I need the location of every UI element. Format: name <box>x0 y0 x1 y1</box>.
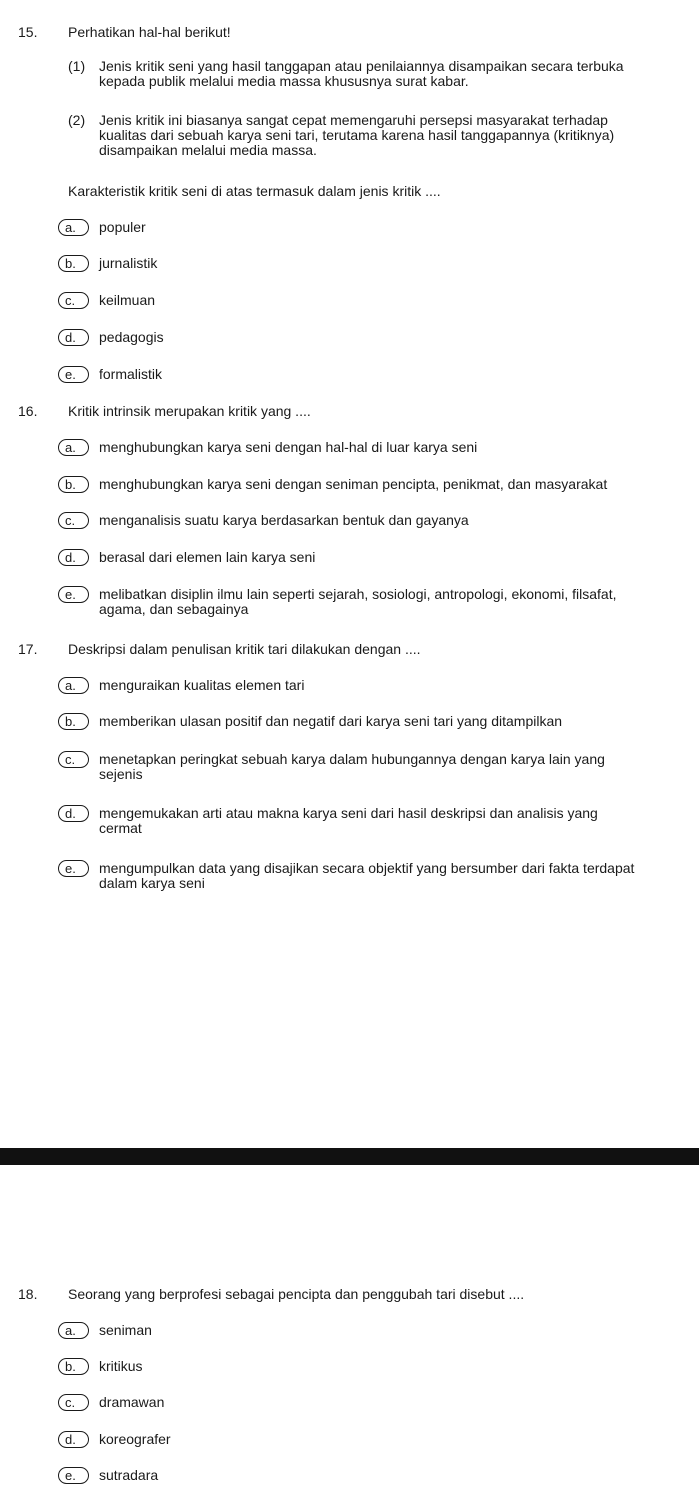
question-15-option-b-text[interactable]: jurnalistik <box>99 255 158 271</box>
question-15-option-c-badge[interactable]: c. <box>58 292 89 309</box>
question-18-option-d-text[interactable]: koreografer <box>99 1431 171 1447</box>
question-17-number: 17. <box>18 641 38 657</box>
question-18-option-c-text[interactable]: dramawan <box>99 1394 165 1410</box>
question-17-option-c-text-line-2[interactable]: sejenis <box>99 766 143 782</box>
question-15-item-2-line-3: disampaikan melalui media massa. <box>99 142 317 158</box>
question-17-option-d-text[interactable]: mengemukakan arti atau makna karya seni dari hasil deskripsi dan analisis yang <box>99 805 598 821</box>
question-17-option-d-badge[interactable]: d. <box>58 805 89 822</box>
question-17-option-c-badge[interactable]: c. <box>58 751 89 768</box>
question-18-number: 18. <box>18 1286 38 1302</box>
question-16-option-a-badge[interactable]: a. <box>58 439 89 456</box>
question-16-option-e-text[interactable]: melibatkan disiplin ilmu lain seperti sejarah, sosiologi, antropologi, ekonomi, filsafat, <box>99 586 617 602</box>
question-16-option-e-text-line-2[interactable]: agama, dan sebagainya <box>99 601 249 617</box>
question-18-option-b-badge[interactable]: b. <box>58 1358 89 1375</box>
question-18-option-a-text[interactable]: seniman <box>99 1322 152 1338</box>
question-15-number: 15. <box>18 24 38 40</box>
question-17-option-c-text[interactable]: menetapkan peringkat sebuah karya dalam hubungannya dengan karya lain yang <box>99 751 605 767</box>
question-16-option-e-badge[interactable]: e. <box>58 586 89 603</box>
question-17-option-d-text-line-2[interactable]: cermat <box>99 820 142 836</box>
question-16-option-c-badge[interactable]: c. <box>58 512 89 529</box>
question-17-option-a-badge[interactable]: a. <box>58 677 89 694</box>
question-15-item-2-line-1: Jenis kritik ini biasanya sangat cepat memengaruhi persepsi masyarakat terhadap <box>99 112 608 128</box>
question-17-option-b-text[interactable]: memberikan ulasan positif dan negatif dari karya seni tari yang ditampilkan <box>99 713 563 729</box>
question-17-option-e-text-line-2[interactable]: dalam karya seni <box>99 875 205 891</box>
question-15-item-1-label: (1) <box>68 58 86 74</box>
question-18-option-a-badge[interactable]: a. <box>58 1322 89 1339</box>
question-16-option-d-text[interactable]: berasal dari elemen lain karya seni <box>99 549 316 565</box>
question-15-item-2-line-2: kualitas dari sebuah karya seni tari, terutama karena hasil tanggapannya (kritiknya) <box>99 127 615 143</box>
question-17-prompt: Deskripsi dalam penulisan kritik tari dilakukan dengan .... <box>68 641 421 657</box>
question-16-option-d-badge[interactable]: d. <box>58 549 89 566</box>
question-15-item-1-line-1: Jenis kritik seni yang hasil tanggapan atau penilaiannya disampaikan secara terbuka <box>99 58 624 74</box>
question-15-option-a-text[interactable]: populer <box>99 219 146 235</box>
question-15-item-2-label: (2) <box>68 112 86 128</box>
question-16-option-b-text[interactable]: menghubungkan karya seni dengan seniman pencipta, penikmat, dan masyarakat <box>99 476 608 492</box>
question-15-option-d-text[interactable]: pedagogis <box>99 329 164 345</box>
question-15-option-b-badge[interactable]: b. <box>58 255 89 272</box>
question-15-option-e-text[interactable]: formalistik <box>99 366 163 382</box>
question-17-option-e-badge[interactable]: e. <box>58 860 89 877</box>
page-divider <box>0 1148 699 1165</box>
question-16-prompt: Kritik intrinsik merupakan kritik yang .... <box>68 403 311 419</box>
question-15-option-d-badge[interactable]: d. <box>58 329 89 346</box>
question-16-option-c-text[interactable]: menganalisis suatu karya berdasarkan bentuk dan gayanya <box>99 512 469 528</box>
question-15-prompt: Perhatikan hal-hal berikut! <box>68 24 231 40</box>
question-18-prompt: Seorang yang berprofesi sebagai pencipta dan penggubah tari disebut .... <box>68 1286 525 1302</box>
question-15-stem: Karakteristik kritik seni di atas termasuk dalam jenis kritik .... <box>68 183 441 199</box>
question-18-option-e-badge[interactable]: e. <box>58 1467 89 1484</box>
question-18-option-c-badge[interactable]: c. <box>58 1394 89 1411</box>
question-15-option-e-badge[interactable]: e. <box>58 366 89 383</box>
question-17-option-e-text[interactable]: mengumpulkan data yang disajikan secara objektif yang bersumber dari fakta terdapat <box>99 860 635 876</box>
question-15-item-1-line-2: kepada publik melalui media massa khususnya surat kabar. <box>99 73 469 89</box>
question-18-option-b-text[interactable]: kritikus <box>99 1358 143 1374</box>
question-17-option-b-badge[interactable]: b. <box>58 713 89 730</box>
question-15-option-a-badge[interactable]: a. <box>58 219 89 236</box>
question-18-option-e-text[interactable]: sutradara <box>99 1467 159 1483</box>
question-17-option-a-text[interactable]: menguraikan kualitas elemen tari <box>99 677 305 693</box>
question-16-option-b-badge[interactable]: b. <box>58 476 89 493</box>
question-15-option-c-text[interactable]: keilmuan <box>99 292 156 308</box>
question-16-number: 16. <box>18 403 38 419</box>
question-18-option-d-badge[interactable]: d. <box>58 1431 89 1448</box>
question-16-option-a-text[interactable]: menghubungkan karya seni dengan hal-hal di luar karya seni <box>99 439 478 455</box>
